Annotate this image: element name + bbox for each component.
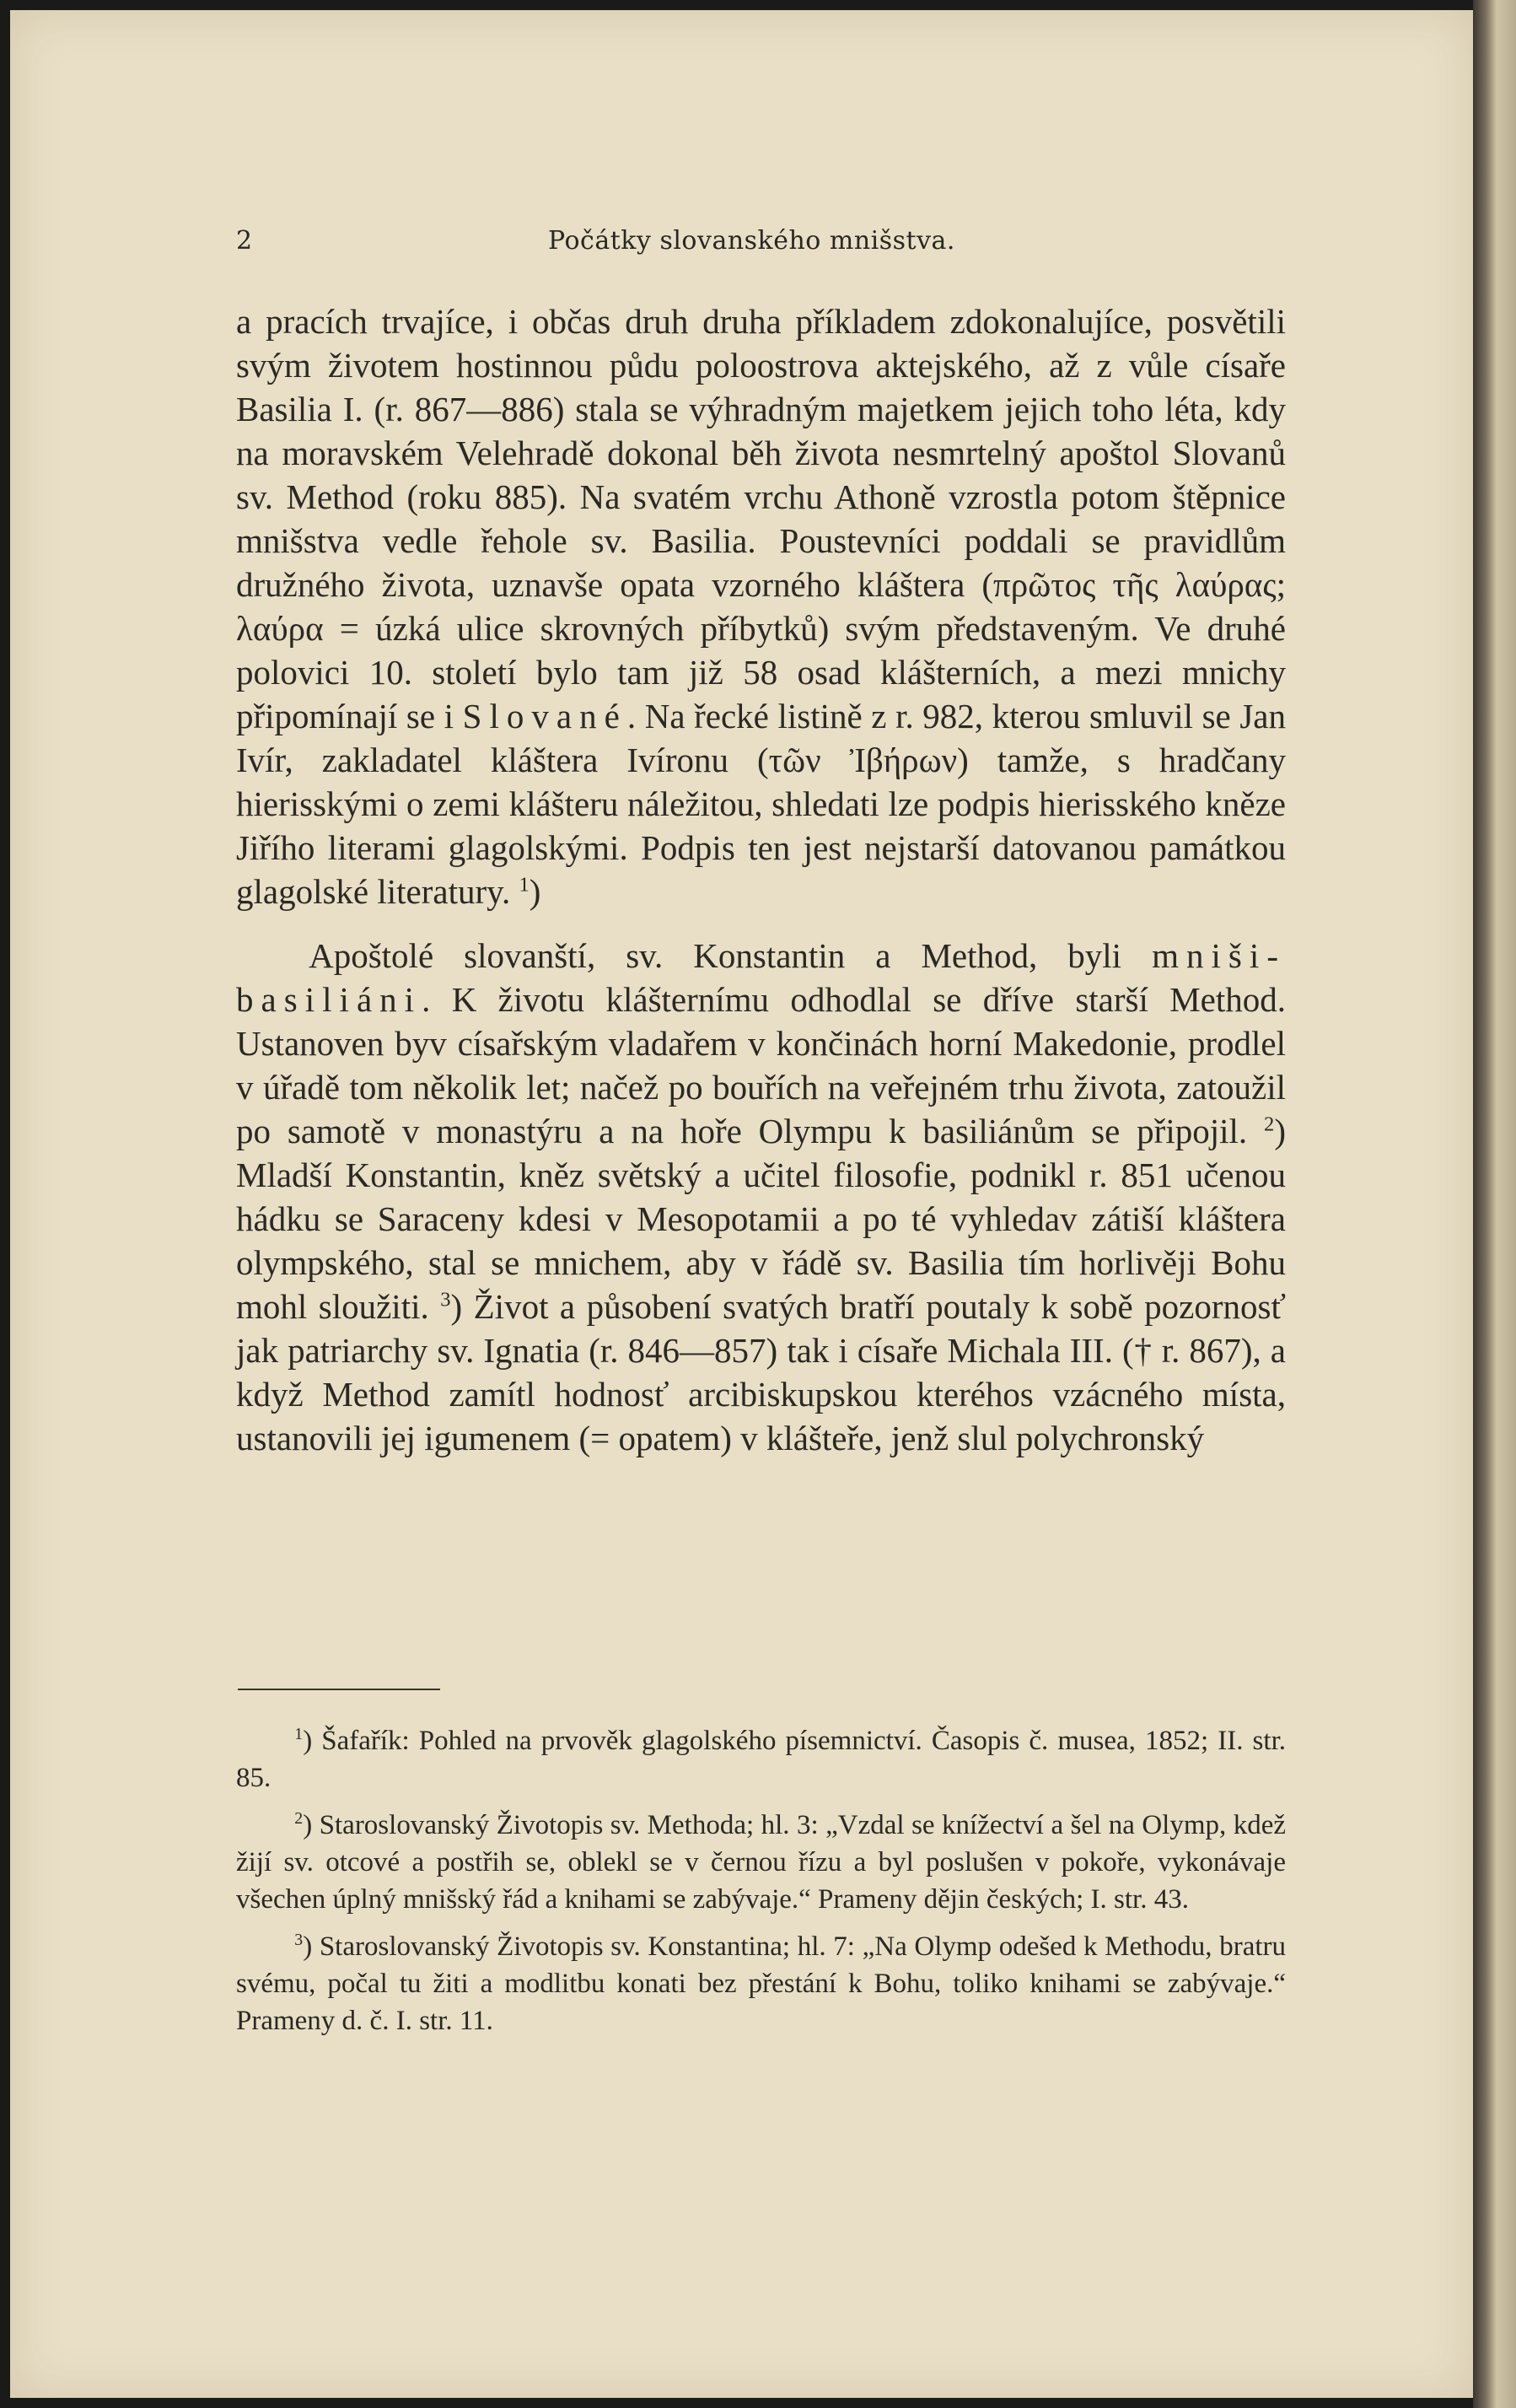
footnote-1-text: ) Šafařík: Pohled na prvověk glagolského písemnictví. Časopis č. musea, 1852; II. str. 85.: [236, 1726, 1286, 1793]
footnote-divider: [238, 1689, 440, 1690]
footnote-ref-2: 2: [1264, 1112, 1275, 1136]
footnote-ref-1: 1: [519, 873, 530, 897]
footnote-2-mark: 2: [294, 1809, 304, 1828]
footnote-1: [236, 1722, 1286, 1797]
footnote-3-mark: 3: [294, 1931, 304, 1949]
footnote-3: [236, 1928, 1286, 2039]
paragraph-1-text: a pracích trvajíce, i občas druh druha příkladem zdokonalujíce, posvětili svým životem hostinnou půdu poloostrova aktejského, až z vůle císaře Basilia I. (r. 867—886) stala se výhradným majetkem jejich toho léta, kdy na moravském Velehradě dokonal běh života nesmrtelný apoštol Slovanů sv. Method (roku 885). Na svatém vrchu Athoně vzrostla potom štěpnice mnišstva vedle řehole sv. Basilia. Poustevníci poddali se pravidlům družného života, uznavše opata vzorného kláštera (πρῶτος τῆς λαύρας; λαύρα = úzká ulice skrovných příbytků) svým představeným. Ve druhé polovici 10. století bylo tam již 58 osad klášterních, a mezi mnichy připomínají se i: [236, 302, 1286, 735]
emphasis-slovane: Slované: [462, 697, 627, 735]
book-binding-edge: [1473, 0, 1516, 2408]
paragraph-2-part-c: ) Život a působení svatých bratří poutaly k sobě pozornosť jak patriarchy sv. Ignatia (r. 846—857) tak i císaře Michala III. († r. 867), a když Method zamítl hodnosť arcibiskupskou kteréhos vzácného místa, ustanovili jej igumenem (= opatem) v klášteře, jenž slul polychronský: [236, 1287, 1286, 1457]
page-number: 2: [236, 226, 253, 256]
paragraph-2-part-b: ) Mladší Konstantin, kněz světský a učitel filosofie, podnikl r. 851 učenou hádku se Saraceny kdesi v Mesopotamii a po té vyhledav zátiší kláštera olympského, stal se mnichem, aby v řádě sv. Basilia tím horlivěji Bohu mohl sloužiti.: [236, 1112, 1286, 1326]
footnote-3-text: ) Staroslovanský Životopis sv. Konstantina; hl. 7: „Na Olymp odešed k Methodu, bratru svému, počal tu žiti a modlitbu konati bez přestání k Bohu, toliko knihami se zabývaje.“ Prameny d. č. I. str. 11.: [236, 1931, 1286, 2036]
main-text: [236, 299, 1286, 1460]
footnote-ref-1-paren: ): [529, 872, 541, 911]
paragraph-2-start: Apoštolé slovanští, sv. Konstantin a Method, byli: [309, 936, 1153, 975]
footnote-ref-3: 3: [440, 1288, 451, 1312]
footnote-1-mark: 1: [294, 1725, 304, 1743]
emphasis-mnisi-basiliani: mniši-basiliáni: [236, 936, 1286, 1019]
paragraph-2: [236, 934, 1286, 1460]
footnotes: [236, 1722, 1286, 2050]
footnote-2: [236, 1807, 1286, 1918]
footnote-2-text: ) Staroslovanský Životopis sv. Methoda; hl. 3: „Vzdal se knížectví a šel na Olymp, kdež žijí sv. otcové a postřih se, oblekl se v černou řízu a byl poslušen v pokoře, vykonávaje všechen úplný mnišský řád a knihami se zabývaje.“ Prameny dějin českých; I. str. 43.: [236, 1810, 1286, 1915]
paragraph-1: [236, 299, 1286, 913]
running-header: [228, 226, 1290, 260]
running-title: Počátky slovanského mnišstva.: [548, 226, 955, 256]
paragraph-1-end: . Na řecké listině z r. 982, kterou smluvil se Jan Ivír, zakladatel kláštera Ivíronu (τῶν Ἰβήρων) tamže, s hradčany hierisskými o zemi klášteru náležitou, shledati lze podpis hierisského kněze Jiřího literami glagolskými. Podpis ten jest nejstarší datovanou památkou glagolské literatury.: [236, 697, 1286, 911]
paragraph-2-part-a: . K životu klášternímu odhodlal se dříve starší Method. Ustanoven byv císařským vladařem v končinách horní Makedonie, prodlel v úřadě tom několik let; načež po bouřích na veřejném trhu života, zatoužil po samotě v monastýru a na hoře Olympu k basiliánům se připojil.: [236, 980, 1286, 1150]
